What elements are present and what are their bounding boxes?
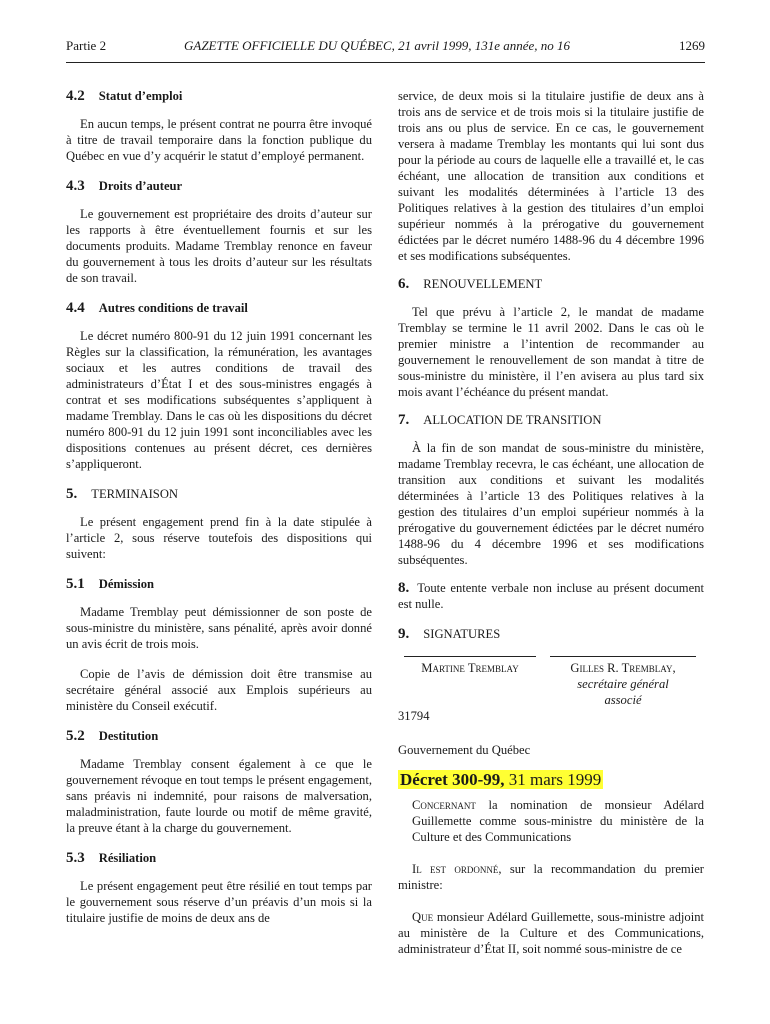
que-text: Que monsieur Adélard Guillemette, sous-ministre adjoint au ministère de la Culture et des Communications, administrateur d’État II, soit nommé sous-ministre de ce (398, 910, 704, 956)
page-number: 1269 (679, 38, 705, 53)
left-column (66, 88, 372, 926)
page-header (66, 38, 705, 58)
section-5-2-text: Madame Tremblay consent également à ce que le gouvernement révoque en tout temps le présent engagement, sans préavis ni indemnité, pour raisons de malversation, maladministration, faute lourde ou motif de même gravité, la preuve étant à la charge du gouvernement. (66, 757, 372, 835)
concernant-text: Concernant la nomination de monsieur Adélard Guillemette comme sous-ministre du ministère de la Culture et des Communications (412, 798, 704, 844)
signature-line (550, 656, 696, 657)
section-5-1-heading: 5.1 Démission (66, 576, 155, 592)
section-5-heading: 5. TERMINAISON (66, 486, 179, 502)
section-5-3-heading: 5.3 Résiliation (66, 850, 157, 866)
continued-text: service, de deux mois si la titulaire justifie de deux ans à trois ans de service et de trois mois si la titulaire justifie de trois ans ou plus de service. En ce cas, le gouvernement versera à madame Tremblay les montants qui lui sont dus pour la période au cours de laquelle elle a travaillé et, le cas échéant, une allocation de transition aux conditions et suivant les modalités déterminées à l’article 13 des Politiques relatives à la gestion des titulaires d’un emploi supérieur nommés à la prérogative du gouvernement édictées par le décret numéro 1488-96 du 4 décembre 1996 et ses modifications subséquentes. (398, 89, 704, 263)
gazette-title: GAZETTE OFFICIELLE DU QUÉBEC, 21 avril 1999, 131e année, no 16 (184, 38, 571, 53)
section-5-1-text-1: Madame Tremblay peut démissionner de son poste de sous-ministre du ministère, sans pénalité, après avoir donné un avis écrit de trois mois. (66, 605, 372, 651)
section-4-3-text: Le gouvernement est propriétaire des droits d’auteur sur les rapports à être éventuellement fournis et sur les documents produits. Madame Tremblay renonce en faveur du gouvernement à tous les droits d’auteur sur les résultats de son travail. (66, 207, 372, 285)
reference-number: 31794 (398, 709, 430, 723)
decret-title: Décret 300-99, 31 mars 1999 (400, 770, 602, 789)
government-label: Gouvernement du Québec (398, 743, 531, 757)
signature-gilles-tremblay: Gilles R. Tremblay, secrétaire général associé (550, 656, 696, 708)
header-rule (66, 62, 705, 63)
section-5-3-text: Le présent engagement peut être résilié en tout temps par le gouvernement sous réserve d’un préavis d’un mois si la titulaire justifie de moins de deux ans de (66, 879, 372, 925)
section-6-heading: 6. RENOUVELLEMENT (398, 276, 543, 292)
right-column (398, 88, 704, 957)
section-7-heading: 7. ALLOCATION DE TRANSITION (398, 412, 602, 428)
section-4-2-heading: 4.2 Statut d’emploi (66, 88, 183, 104)
section-4-2-text: En aucun temps, le présent contrat ne pourra être invoqué à titre de travail temporaire dans la fonction publique du Québec en vue d’y acquérir le statut d’employé permanent. (66, 117, 372, 163)
part-label: Partie 2 (66, 38, 107, 53)
signature-block (398, 656, 704, 726)
section-6-text: Tel que prévu à l’article 2, le mandat de madame Tremblay se termine le 11 avril 2002. Dans le cas où le premier ministre a l’intention de recommander au gouvernement le renouvellement de son mandat à titre de sous-ministre du ministère, il l’en avisera au plus tard six mois avant l’échéance du présent mandat. (398, 305, 704, 399)
ordonne-text: Il est ordonné, sur la recommandation du premier ministre: (398, 862, 705, 892)
section-7-text: À la fin de son mandat de sous-ministre du ministère, madame Tremblay recevra, le cas échéant, une allocation de transition aux conditions et suivant les modalités déterminées à l’article 13 des Politiques relatives à la gestion des titulaires d’un emploi supérieur nommés à la prérogative du gouvernement édictées par le décret numéro 1488-96 du 4 décembre 1996 et ses modifications subséquentes. (398, 441, 704, 567)
section-8-text: 8. Toute entente verbale non incluse au présent document est nulle. (398, 580, 704, 611)
signature-line (404, 656, 536, 657)
section-5-1-text-2: Copie de l’avis de démission doit être transmise au secrétaire général associé aux Emplois supérieurs au ministère du Conseil exécutif. (66, 667, 372, 713)
section-4-4-text: Le décret numéro 800-91 du 12 juin 1991 concernant les Règles sur la classification, la rémunération, les avantages sociaux et les autres conditions de travail des administrateurs d’État I et des sous-ministres engagés à contrat et ses modifications subséquentes s’appliquent à madame Tremblay. Dans le cas où les dispositions du décret numéro 800-91 du 12 juin 1991 sont inconciliables avec les dispositions contenues au présent décret, ces dernières s’appliqueront. (66, 329, 372, 471)
section-5-text: Le présent engagement prend fin à la date stipulée à l’article 2, sous réserve toutefois des dispositions qui suivent: (66, 515, 372, 561)
section-4-3-heading: 4.3 Droits d’auteur (66, 178, 183, 194)
section-9-heading: 9. SIGNATURES (398, 626, 501, 642)
signature-martine-tremblay: Martine Tremblay (404, 656, 536, 676)
section-4-4-heading: 4.4 Autres conditions de travail (66, 300, 248, 316)
section-5-2-heading: 5.2 Destitution (66, 728, 159, 744)
